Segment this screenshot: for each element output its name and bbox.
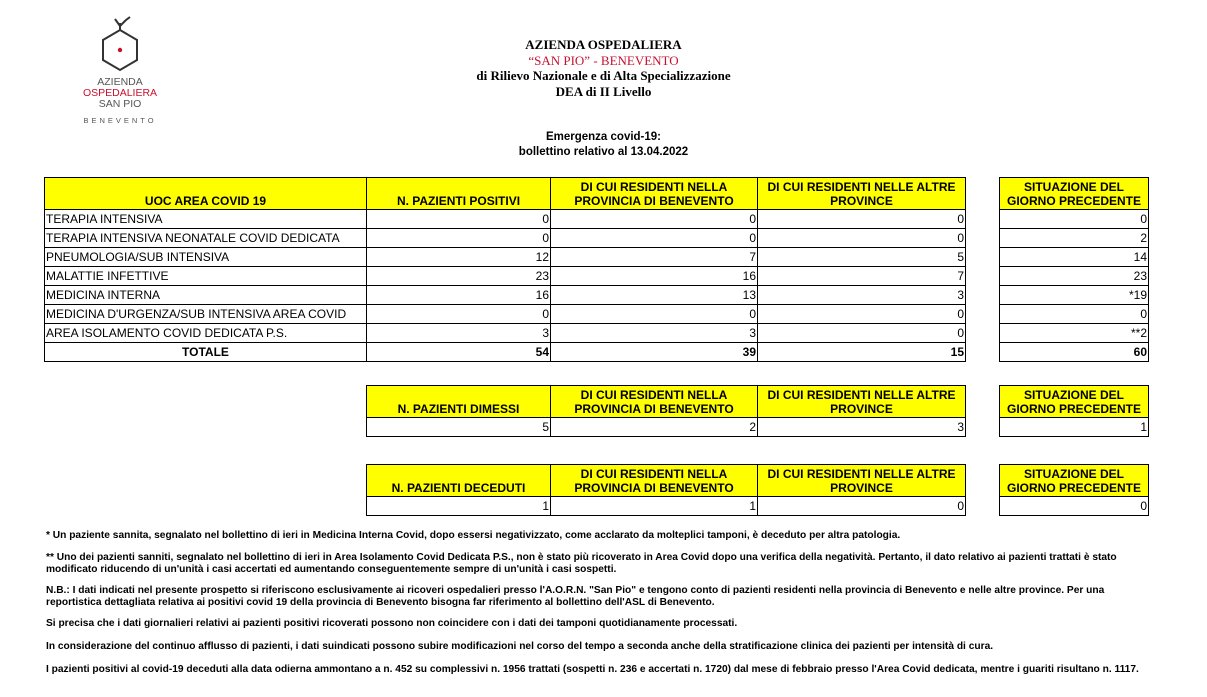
- row-positivi: 3: [367, 324, 551, 343]
- row-unit-name: MEDICINA D'URGENZA/SUB INTENSIVA AREA COVID: [45, 305, 367, 324]
- col-header-deceduti-prev: SITUAZIONE DEL GIORNO PRECEDENTE: [1000, 465, 1149, 497]
- table-row: [1000, 305, 1149, 324]
- logo-city: BENEVENTO: [83, 116, 157, 125]
- table-row: [45, 248, 966, 267]
- total-positivi: 54: [367, 343, 551, 362]
- row-positivi: 12: [367, 248, 551, 267]
- row-unit-name: TERAPIA INTENSIVA: [45, 210, 367, 229]
- total-label: TOTALE: [45, 343, 367, 362]
- row-unit-name: MEDICINA INTERNA: [45, 286, 367, 305]
- row-residenti-altre: 7: [758, 267, 966, 286]
- hospital-name: “SAN PIO” - BENEVENTO: [528, 53, 679, 68]
- row-residenti-bn: 7: [551, 248, 758, 267]
- row-prev: *19: [1000, 286, 1149, 305]
- row-residenti-bn: 13: [551, 286, 758, 305]
- dimessi-prev: 1: [1000, 418, 1149, 437]
- deceduti-altre: 0: [758, 497, 966, 516]
- row-residenti-altre: 0: [758, 210, 966, 229]
- total-row: [1000, 343, 1149, 362]
- deceduti-prev: 0: [1000, 497, 1149, 516]
- row-residenti-altre: 0: [758, 324, 966, 343]
- row-residenti-bn: 3: [551, 324, 758, 343]
- covid-patients-table: [44, 177, 966, 362]
- table-row: [45, 210, 966, 229]
- bulletin-title-line-2: bollettino relativo al 13.04.2022: [518, 146, 689, 158]
- table-row: [1000, 286, 1149, 305]
- row-residenti-bn: 0: [551, 210, 758, 229]
- row-positivi: 23: [367, 267, 551, 286]
- logo-line-1: AZIENDA: [97, 76, 143, 88]
- row-prev: **2: [1000, 324, 1149, 343]
- row-residenti-altre: 5: [758, 248, 966, 267]
- table-row: [1000, 229, 1149, 248]
- logo-line-2: OSPEDALIERA: [82, 87, 158, 99]
- row-residenti-altre: 3: [758, 286, 966, 305]
- col-header-bn: DI CUI RESIDENTI NELLA PROVINCIA DI BENEVENTO: [551, 178, 758, 210]
- total-residenti-bn: 39: [551, 343, 758, 362]
- row-residenti-altre: 0: [758, 229, 966, 248]
- total-row: [45, 343, 966, 362]
- deceased-previous-table: [999, 464, 1149, 516]
- col-header-deceduti-altre: DI CUI RESIDENTI NELLE ALTRE PROVINCE: [758, 465, 966, 497]
- col-header-dimessi-altre: DI CUI RESIDENTI NELLE ALTRE PROVINCE: [758, 386, 966, 418]
- row-residenti-bn: 0: [551, 229, 758, 248]
- table-row: [1000, 324, 1149, 343]
- table-row: [45, 305, 966, 324]
- note-nb: N.B.: I dati indicati nel presente prospetto si riferiscono esclusivamente ai ricoveri ospedalieri presso l'A.O.R.N. "San Pio" e tengono conto di pazienti residenti nella provincia di Benevento e nelle altre province. Per una reportistica dettagliata relativa ai positivi covid 19 della provincia di Benevento bisogna far riferimento al bollettino dell'ASL di Benevento.: [46, 585, 1105, 608]
- table-row: [1000, 248, 1149, 267]
- table-row: [45, 324, 966, 343]
- note-4: In considerazione del continuo afflusso di pazienti, i dati suindicati possono subire modificazioni nel corso del tempo a seconda anche della stratificazione clinica dei pazienti per intensità di cura.: [46, 641, 994, 652]
- note-1: * Un paziente sannita, segnalato nel bollettino di ieri in Medicina Interna Covid, dopo essersi negativizzato, come acclarato da molteplici tamponi, è deceduto per altra patologia.: [46, 530, 901, 541]
- total-prev: 60: [1000, 343, 1149, 362]
- row-prev: 0: [1000, 305, 1149, 324]
- row-prev: 14: [1000, 248, 1149, 267]
- discharged-previous-table: [999, 385, 1149, 437]
- footnotes: [46, 530, 1156, 676]
- row-prev: 23: [1000, 267, 1149, 286]
- dimessi-altre: 3: [758, 418, 966, 437]
- note-3: Si precisa che i dati giornalieri relativi ai pazienti positivi ricoverati possono non coincidere con i dati dei tamponi quotidianamente processati.: [46, 618, 738, 629]
- col-header-dimessi-prev: SITUAZIONE DEL GIORNO PRECEDENTE: [1000, 386, 1149, 418]
- hospital-level: DEA di II Livello: [555, 84, 652, 99]
- col-header-uoc: UOC AREA COVID 19: [45, 178, 367, 210]
- table-row: [45, 229, 966, 248]
- bulletin-title: [0, 130, 1207, 160]
- dimessi-total: 5: [367, 418, 551, 437]
- row-positivi: 0: [367, 305, 551, 324]
- table-row: [1000, 210, 1149, 229]
- row-positivi: 0: [367, 229, 551, 248]
- row-unit-name: TERAPIA INTENSIVA NEONATALE COVID DEDICATA: [45, 229, 367, 248]
- document-header: [0, 37, 1207, 100]
- row-unit-name: PNEUMOLOGIA/SUB INTENSIVA: [45, 248, 367, 267]
- dimessi-bn: 2: [551, 418, 758, 437]
- org-name: AZIENDA OSPEDALIERA: [525, 37, 682, 52]
- row-positivi: 16: [367, 286, 551, 305]
- bulletin-title-line-1: Emergenza covid-19:: [545, 131, 662, 143]
- deceased-table: [366, 464, 966, 516]
- table-row: [1000, 267, 1149, 286]
- row-residenti-altre: 0: [758, 305, 966, 324]
- row-residenti-bn: 16: [551, 267, 758, 286]
- discharged-table: [366, 385, 966, 437]
- logo-line-3: SAN PIO: [98, 98, 142, 110]
- deceduti-total: 1: [367, 497, 551, 516]
- col-header-altre: DI CUI RESIDENTI NELLE ALTRE PROVINCE: [758, 178, 966, 210]
- row-unit-name: MALATTIE INFETTIVE: [45, 267, 367, 286]
- previous-day-table: [999, 177, 1149, 362]
- table-row: [45, 286, 966, 305]
- col-header-deceduti-bn: DI CUI RESIDENTI NELLA PROVINCIA DI BENEVENTO: [551, 465, 758, 497]
- note-2: ** Uno dei pazienti sanniti, segnalato nel bollettino di ieri in Area Isolamento Covid Dedicata P.S., non è stato più ricoverato in Area Covid dopo una verifica della negatività. Pertanto, il dato relativo ai pazienti trattati è stato modificato riducendo di un'unità i casi accertati ed aumentando conseguentemente sempre di un'unità i casi sospetti.: [46, 552, 1117, 575]
- row-prev: 2: [1000, 229, 1149, 248]
- note-5: I pazienti positivi al covid-19 deceduti alla data odierna ammontano a n. 452 su complessivi n. 1956 trattati (sospetti n. 236 e accertati n. 1720) dal mese di febbraio presso l'Area Covid dedicata, mentre i guariti risultano n. 1117.: [46, 664, 1139, 675]
- row-prev: 0: [1000, 210, 1149, 229]
- deceduti-bn: 1: [551, 497, 758, 516]
- col-header-prev: SITUAZIONE DEL GIORNO PRECEDENTE: [1000, 178, 1149, 210]
- total-residenti-altre: 15: [758, 343, 966, 362]
- hospital-description: di Rilievo Nazionale e di Alta Specializzazione: [476, 68, 731, 83]
- row-residenti-bn: 0: [551, 305, 758, 324]
- row-unit-name: AREA ISOLAMENTO COVID DEDICATA P.S.: [45, 324, 367, 343]
- col-header-dimessi-bn: DI CUI RESIDENTI NELLA PROVINCIA DI BENEVENTO: [551, 386, 758, 418]
- col-header-dimessi: N. PAZIENTI DIMESSI: [367, 386, 551, 418]
- row-positivi: 0: [367, 210, 551, 229]
- table-row: [45, 267, 966, 286]
- col-header-deceduti: N. PAZIENTI DECEDUTI: [367, 465, 551, 497]
- col-header-positivi: N. PAZIENTI POSITIVI: [367, 178, 551, 210]
